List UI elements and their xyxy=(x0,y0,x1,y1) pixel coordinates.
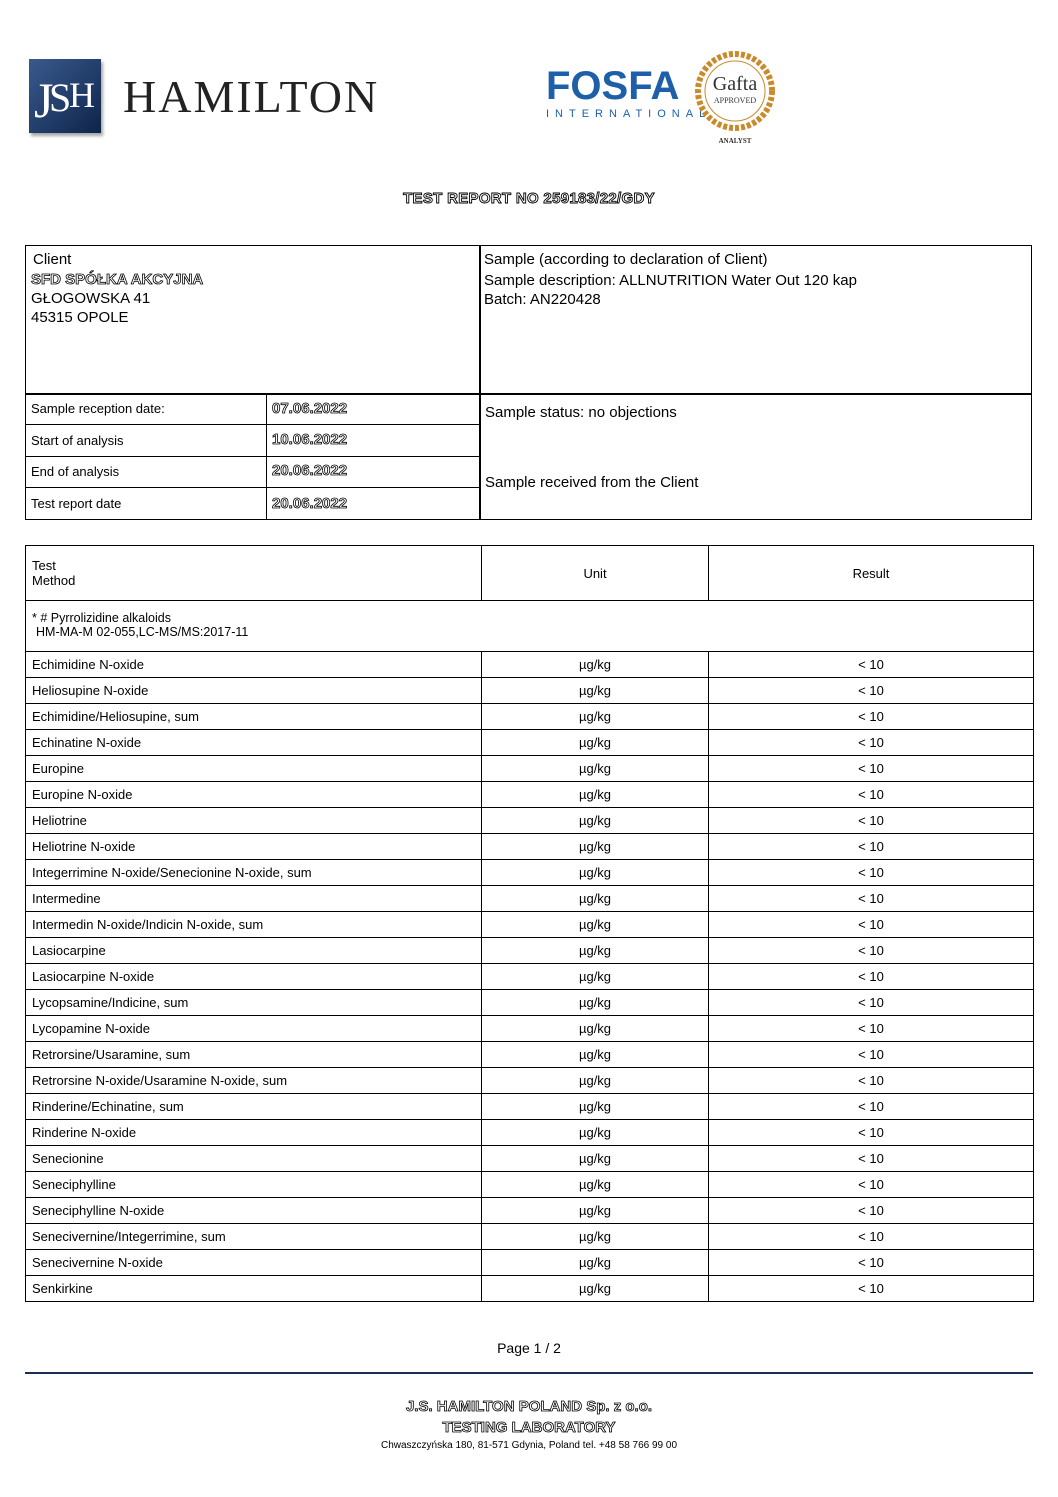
date-row-divider xyxy=(26,424,479,425)
table-row xyxy=(26,652,1034,678)
footer-lab: TESTING LABORATORY xyxy=(442,1419,616,1436)
cell-result: < 10 xyxy=(709,1042,1034,1068)
cell-result: < 10 xyxy=(709,912,1034,938)
cell-result: < 10 xyxy=(709,756,1034,782)
cell-result: < 10 xyxy=(709,1250,1034,1276)
cell-test: Retrorsine/Usaramine, sum xyxy=(26,1042,482,1068)
header-method: Method xyxy=(32,573,76,588)
date-label-reception: Sample reception date: xyxy=(31,401,165,416)
cell-unit: µg/kg xyxy=(482,756,709,782)
cell-test: Senecivernine/Integerrimine, sum xyxy=(26,1224,482,1250)
cell-result: < 10 xyxy=(709,1146,1034,1172)
cell-result: < 10 xyxy=(709,1016,1034,1042)
cell-test: Echinatine N-oxide xyxy=(26,730,482,756)
cell-unit: µg/kg xyxy=(482,1120,709,1146)
cell-test: Echimidine N-oxide xyxy=(26,652,482,678)
sample-status: Sample status: no objections xyxy=(485,404,677,421)
cell-unit: µg/kg xyxy=(482,1042,709,1068)
results-table xyxy=(25,545,1034,1302)
info-divider-horizontal xyxy=(26,393,1031,395)
report-title: TEST REPORT NO 259183/22/GDY xyxy=(403,190,655,207)
table-row xyxy=(26,1250,1034,1276)
cell-unit: µg/kg xyxy=(482,782,709,808)
hamilton-logo xyxy=(29,57,379,135)
cell-test: Heliotrine xyxy=(26,808,482,834)
table-row xyxy=(26,704,1034,730)
cell-result: < 10 xyxy=(709,782,1034,808)
cell-test: Rinderine/Echinatine, sum xyxy=(26,1094,482,1120)
client-street: GŁOGOWSKA 41 xyxy=(31,290,151,307)
date-value-start: 10.06.2022 xyxy=(272,431,348,448)
table-header-row xyxy=(26,546,1034,601)
cell-unit: µg/kg xyxy=(482,1094,709,1120)
gafta-logo xyxy=(694,50,776,146)
table-row xyxy=(26,990,1034,1016)
cell-result: < 10 xyxy=(709,704,1034,730)
cell-result: < 10 xyxy=(709,652,1034,678)
table-row xyxy=(26,1094,1034,1120)
gafta-caption: ANALYST xyxy=(718,137,752,145)
client-sample-box xyxy=(25,245,1032,520)
cell-result: < 10 xyxy=(709,964,1034,990)
cell-unit: µg/kg xyxy=(482,1016,709,1042)
cell-result: < 10 xyxy=(709,730,1034,756)
client-name: SFD SPÓŁKA AKCYJNA xyxy=(31,271,204,288)
table-row xyxy=(26,886,1034,912)
table-row xyxy=(26,782,1034,808)
fosfa-subtitle: INTERNATIONAL xyxy=(546,108,712,120)
cell-result: < 10 xyxy=(709,1198,1034,1224)
cell-result: < 10 xyxy=(709,1120,1034,1146)
cell-result: < 10 xyxy=(709,1094,1034,1120)
cell-unit: µg/kg xyxy=(482,1172,709,1198)
cell-result: < 10 xyxy=(709,886,1034,912)
cell-result: < 10 xyxy=(709,990,1034,1016)
cell-result: < 10 xyxy=(709,1172,1034,1198)
cell-unit: µg/kg xyxy=(482,860,709,886)
cell-unit: µg/kg xyxy=(482,1224,709,1250)
info-divider-vertical xyxy=(479,246,481,519)
table-row xyxy=(26,1224,1034,1250)
table-row xyxy=(26,1172,1034,1198)
table-row xyxy=(26,938,1034,964)
fosfa-wordmark: FOSFA xyxy=(546,64,680,108)
fosfa-logo xyxy=(546,64,712,120)
cell-unit: µg/kg xyxy=(482,704,709,730)
cell-test: Rinderine N-oxide xyxy=(26,1120,482,1146)
date-value-end: 20.06.2022 xyxy=(272,462,348,479)
header-result: Result xyxy=(709,546,1034,601)
group-method: HM-MA-M 02-055,LC-MS/MS:2017-11 xyxy=(36,625,249,639)
client-label: Client xyxy=(33,251,72,268)
cell-test: Seneciphylline N-oxide xyxy=(26,1198,482,1224)
table-row xyxy=(26,860,1034,886)
table-row xyxy=(26,1120,1034,1146)
header-test: Test xyxy=(32,558,56,573)
cell-test: Lycopsamine/Indicine, sum xyxy=(26,990,482,1016)
group-row xyxy=(26,601,1034,652)
table-row xyxy=(26,912,1034,938)
footer-rule xyxy=(25,1372,1033,1374)
cell-test: Intermedin N-oxide/Indicin N-oxide, sum xyxy=(26,912,482,938)
cell-test: Seneciphylline xyxy=(26,1172,482,1198)
table-row xyxy=(26,1198,1034,1224)
hamilton-monogram-icon xyxy=(29,59,101,133)
table-row xyxy=(26,1042,1034,1068)
table-row xyxy=(26,964,1034,990)
cell-unit: µg/kg xyxy=(482,730,709,756)
footer-company: J.S. HAMILTON POLAND Sp. z o.o. xyxy=(405,1398,653,1415)
cell-test: Lasiocarpine N-oxide xyxy=(26,964,482,990)
cell-unit: µg/kg xyxy=(482,678,709,704)
table-row xyxy=(26,678,1034,704)
cell-result: < 10 xyxy=(709,834,1034,860)
cell-test: Integerrimine N-oxide/Senecionine N-oxide, sum xyxy=(26,860,482,886)
client-city: 45315 OPOLE xyxy=(31,309,129,326)
cell-unit: µg/kg xyxy=(482,652,709,678)
cell-unit: µg/kg xyxy=(482,1068,709,1094)
cell-result: < 10 xyxy=(709,1224,1034,1250)
cell-unit: µg/kg xyxy=(482,912,709,938)
cell-test: Echimidine/Heliosupine, sum xyxy=(26,704,482,730)
cell-test: Senecionine xyxy=(26,1146,482,1172)
date-row-divider xyxy=(26,487,479,488)
table-row xyxy=(26,1146,1034,1172)
cell-result: < 10 xyxy=(709,678,1034,704)
cell-result: < 10 xyxy=(709,808,1034,834)
sample-batch: Batch: AN220428 xyxy=(484,291,601,308)
table-row xyxy=(26,1016,1034,1042)
date-label-end: End of analysis xyxy=(31,464,120,479)
cell-unit: µg/kg xyxy=(482,834,709,860)
group-title: * # Pyrrolizidine alkaloids xyxy=(32,611,171,625)
cell-unit: µg/kg xyxy=(482,886,709,912)
cell-unit: µg/kg xyxy=(482,1276,709,1302)
header-unit: Unit xyxy=(482,546,709,601)
cell-unit: µg/kg xyxy=(482,1198,709,1224)
date-value-report: 20.06.2022 xyxy=(272,495,348,512)
cell-unit: µg/kg xyxy=(482,1146,709,1172)
table-row xyxy=(26,1068,1034,1094)
table-row xyxy=(26,756,1034,782)
cell-result: < 10 xyxy=(709,860,1034,886)
cell-test: Heliotrine N-oxide xyxy=(26,834,482,860)
sample-received: Sample received from the Client xyxy=(485,474,699,491)
cell-result: < 10 xyxy=(709,938,1034,964)
date-label-start: Start of analysis xyxy=(31,433,124,448)
cell-test: Senecivernine N-oxide xyxy=(26,1250,482,1276)
monogram-s: S xyxy=(49,75,72,120)
table-row xyxy=(26,1276,1034,1302)
cell-test: Lasiocarpine xyxy=(26,938,482,964)
footer-address: Chwaszczyńska 180, 81-571 Gdynia, Poland tel. +48 58 766 99 00 xyxy=(380,1440,678,1451)
group-cell xyxy=(26,601,1034,652)
table-row xyxy=(26,808,1034,834)
cell-unit: µg/kg xyxy=(482,964,709,990)
table-row xyxy=(26,834,1034,860)
hamilton-wordmark: HAMILTON xyxy=(123,70,380,122)
cell-unit: µg/kg xyxy=(482,1250,709,1276)
monogram-j: J xyxy=(34,72,54,128)
cell-test: Retrorsine N-oxide/Usaramine N-oxide, sum xyxy=(26,1068,482,1094)
gafta-wreath-icon xyxy=(694,50,776,146)
page-number: Page 1 / 2 xyxy=(497,1340,561,1356)
gafta-approved: APPROVED xyxy=(713,96,757,105)
date-label-report: Test report date xyxy=(31,496,122,511)
cell-unit: µg/kg xyxy=(482,990,709,1016)
header-test-method xyxy=(26,546,482,601)
cell-result: < 10 xyxy=(709,1276,1034,1302)
cell-test: Europine xyxy=(26,756,482,782)
cell-test: Heliosupine N-oxide xyxy=(26,678,482,704)
date-value-reception: 07.06.2022 xyxy=(272,400,348,417)
sample-label: Sample (according to declaration of Client) xyxy=(484,251,768,268)
cell-test: Intermedine xyxy=(26,886,482,912)
sample-description: Sample description: ALLNUTRITION Water Out 120 kap xyxy=(484,272,857,289)
gafta-wordmark: Gafta xyxy=(712,73,758,95)
cell-test: Europine N-oxide xyxy=(26,782,482,808)
table-row xyxy=(26,730,1034,756)
cell-test: Lycopamine N-oxide xyxy=(26,1016,482,1042)
cell-unit: µg/kg xyxy=(482,938,709,964)
monogram-h: H xyxy=(69,75,95,115)
cell-test: Senkirkine xyxy=(26,1276,482,1302)
cell-unit: µg/kg xyxy=(482,808,709,834)
date-row-divider xyxy=(26,456,479,457)
cell-result: < 10 xyxy=(709,1068,1034,1094)
